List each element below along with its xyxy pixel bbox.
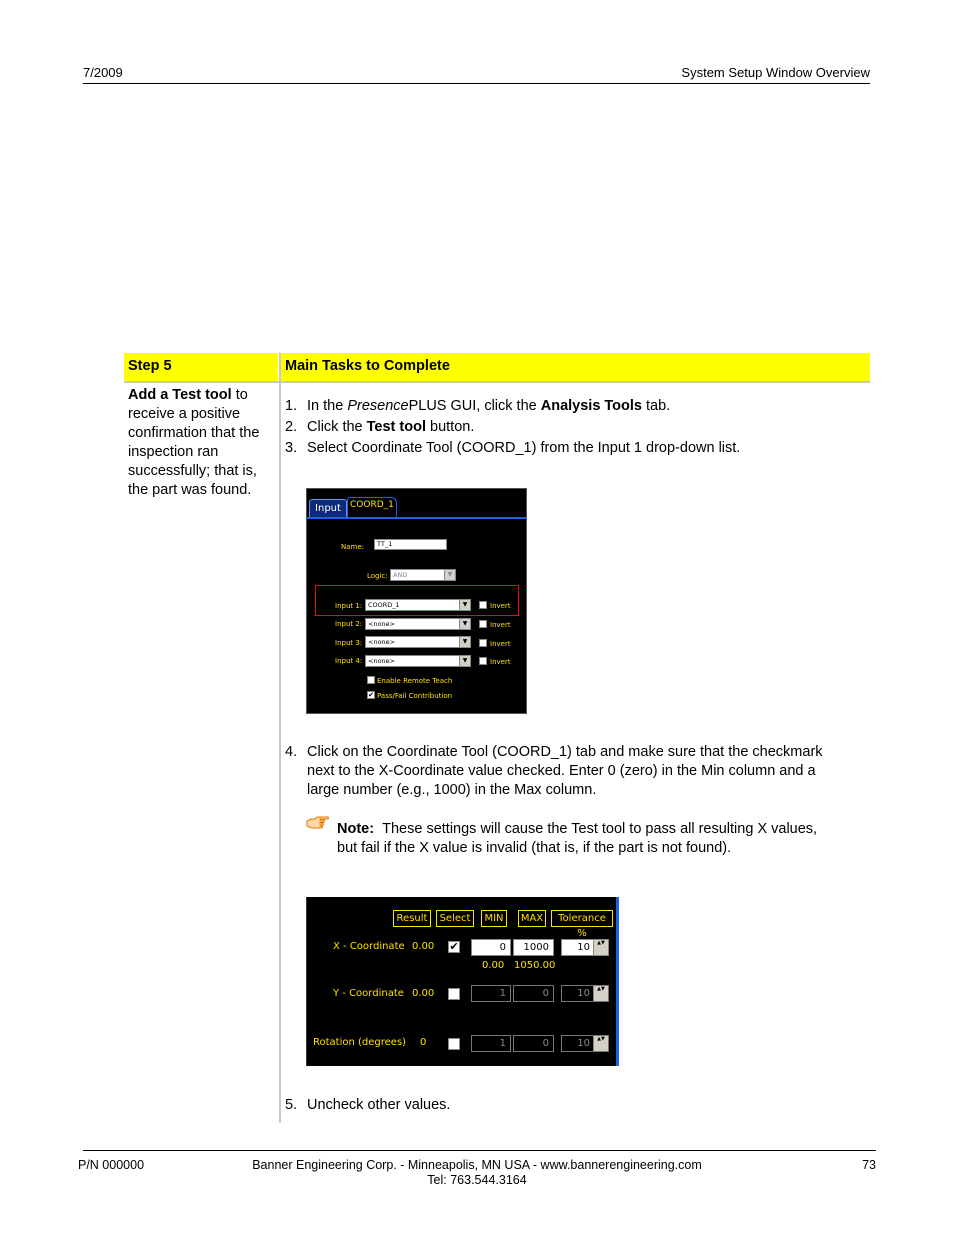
input-1-invert-checkbox[interactable] xyxy=(479,601,487,609)
tab-underline xyxy=(307,517,527,519)
name-input[interactable]: TT_1 xyxy=(374,539,447,550)
tab-input[interactable]: Input xyxy=(309,499,347,518)
rotation-min-input[interactable]: 1 xyxy=(471,1035,511,1052)
spinner-arrows-icon[interactable]: ▲▼ xyxy=(593,940,608,955)
header-section-title: System Setup Window Overview xyxy=(681,65,870,80)
step-4-text: Click on the Coordinate Tool (COORD_1) tab and make sure that the checkmark next to the X-Coordinate value checked. Enter 0 (zero) in the Min column and a large number (e.g., 1000) in the Max column. xyxy=(307,744,823,798)
rotation-select-checkbox[interactable] xyxy=(448,1038,460,1050)
input-1-invert-label: Invert xyxy=(490,602,511,610)
input-3-dropdown[interactable]: <none> ▼ xyxy=(365,636,471,648)
input-2-invert-checkbox[interactable] xyxy=(479,620,487,628)
input-3-invert-label: Invert xyxy=(490,640,511,648)
x-coordinate-tolerance-spinner[interactable]: 10 ▲▼ xyxy=(561,939,609,956)
rotation-tolerance-spinner[interactable]: 10 ▲▼ xyxy=(561,1035,609,1052)
input-1-dropdown[interactable]: COORD_1 ▼ xyxy=(365,599,471,611)
result-header-button[interactable]: Result xyxy=(393,910,431,927)
left-cell-line-5: successfully; that is, xyxy=(128,463,257,479)
chevron-down-icon: ▼ xyxy=(459,600,470,610)
x-coordinate-min-input[interactable]: 0 xyxy=(471,939,511,956)
min-header-button[interactable]: MIN xyxy=(481,910,507,927)
input-1-label: Input 1: xyxy=(335,602,363,610)
left-cell-text xyxy=(128,386,278,500)
step-1: 1. xyxy=(285,398,298,414)
x-coordinate-max-input[interactable]: 1000 xyxy=(513,939,554,956)
left-cell-line-4: inspection ran xyxy=(128,444,219,460)
coordinate-tool-settings-screenshot xyxy=(306,897,619,1066)
input-2-dropdown[interactable]: <none> ▼ xyxy=(365,618,471,630)
input-2-invert-label: Invert xyxy=(490,621,511,629)
input-3-label: Input 3: xyxy=(335,639,363,647)
rotation-result: 0 xyxy=(420,1037,427,1048)
y-coordinate-tolerance-spinner[interactable]: 10 ▲▼ xyxy=(561,985,609,1002)
test-tool-input-screenshot xyxy=(306,488,527,714)
enable-remote-teach-checkbox[interactable] xyxy=(367,676,375,684)
input-4-invert-checkbox[interactable] xyxy=(479,657,487,665)
tab-coord-1[interactable]: COORD_1 xyxy=(347,497,397,517)
x-coordinate-label: X - Coordinate xyxy=(333,941,405,952)
left-cell-line-3: confirmation that the xyxy=(128,425,260,441)
input-4-dropdown[interactable]: <none> ▼ xyxy=(365,655,471,667)
left-cell-line-1: Add a Test tool to xyxy=(128,387,248,403)
input-4-label: Input 4: xyxy=(335,657,363,665)
chevron-down-icon: ▼ xyxy=(459,637,470,647)
left-cell-lead: Add a Test tool xyxy=(128,387,232,403)
tolerance-header-button[interactable]: Tolerance % xyxy=(551,910,613,927)
max-header-button[interactable]: MAX xyxy=(518,910,546,927)
step-4-num: 4. xyxy=(285,744,298,760)
step-3-text: Select Coordinate Tool (COORD_1) from the Input 1 drop-down list. xyxy=(307,440,741,456)
y-coordinate-min-input[interactable]: 1 xyxy=(471,985,511,1002)
y-coordinate-result: 0.00 xyxy=(412,988,435,999)
x-coordinate-result: 0.00 xyxy=(412,941,435,952)
left-cell-line-2: receive a positive xyxy=(128,406,241,422)
input-3-invert-checkbox[interactable] xyxy=(479,639,487,647)
step-1-text: In the PresencePLUS GUI, click the Analysis Tools tab. xyxy=(307,398,671,414)
table-header-step: Step 5 xyxy=(124,353,278,381)
x-coordinate-min-readout: 0.00 xyxy=(482,960,505,971)
logic-label: Logic: xyxy=(367,572,388,580)
enable-remote-teach-label: Enable Remote Teach xyxy=(377,677,453,685)
footer-rule xyxy=(83,1150,876,1151)
pass-fail-label: Pass/Fail Contribution xyxy=(377,692,453,700)
left-cell-line-6: the part was found. xyxy=(128,482,252,498)
step-5-num: 5. xyxy=(285,1097,298,1113)
x-coordinate-max-readout: 1050.00 xyxy=(514,960,556,971)
footer-page-number: 73 xyxy=(862,1158,876,1172)
step-2-num: 2. xyxy=(285,419,298,435)
logic-dropdown[interactable]: AND ▼ xyxy=(390,569,456,581)
step-3-num: 3. xyxy=(285,440,298,456)
y-coordinate-label: Y - Coordinate xyxy=(333,988,404,999)
chevron-down-icon: ▼ xyxy=(459,619,470,629)
x-coordinate-select-checkbox[interactable]: ✔ xyxy=(449,941,459,953)
y-coordinate-max-input[interactable]: 0 xyxy=(513,985,554,1002)
note-text: Note: These settings will cause the Test tool to pass all resulting X values, but fail if the X value is invalid (that is, if the part is not found). xyxy=(337,821,818,856)
header-date: 7/2009 xyxy=(83,65,123,80)
footer-part-number: P/N 000000 xyxy=(78,1158,145,1172)
table-header-underline xyxy=(124,381,870,383)
step-5-text: Uncheck other values. xyxy=(307,1097,451,1113)
header-rule xyxy=(83,83,870,84)
rotation-label: Rotation (degrees) xyxy=(313,1037,407,1048)
footer-company: Banner Engineering Corp. - Minneapolis, MN USA - www.bannerengineering.com xyxy=(252,1158,702,1172)
footer-phone: Tel: 763.544.3164 xyxy=(427,1173,527,1187)
name-label: Name: xyxy=(341,543,365,551)
y-coordinate-select-checkbox[interactable] xyxy=(448,988,460,1000)
pass-fail-checkbox[interactable]: ✔ xyxy=(368,692,374,699)
chevron-down-icon: ▼ xyxy=(444,570,455,580)
table-column-divider xyxy=(279,353,281,1123)
pointing-hand-icon xyxy=(306,815,330,831)
spinner-arrows-icon[interactable]: ▲▼ xyxy=(593,1036,608,1051)
table-header-tasks: Main Tasks to Complete xyxy=(281,353,870,381)
input-2-label: Input 2: xyxy=(335,620,363,628)
rotation-max-input[interactable]: 0 xyxy=(513,1035,554,1052)
step-2-text: Click the Test tool button. xyxy=(307,419,475,435)
select-header-button[interactable]: Select xyxy=(436,910,474,927)
chevron-down-icon: ▼ xyxy=(459,656,470,666)
spinner-arrows-icon[interactable]: ▲▼ xyxy=(593,986,608,1001)
input-4-invert-label: Invert xyxy=(490,658,511,666)
note-label: Note: xyxy=(337,821,375,837)
